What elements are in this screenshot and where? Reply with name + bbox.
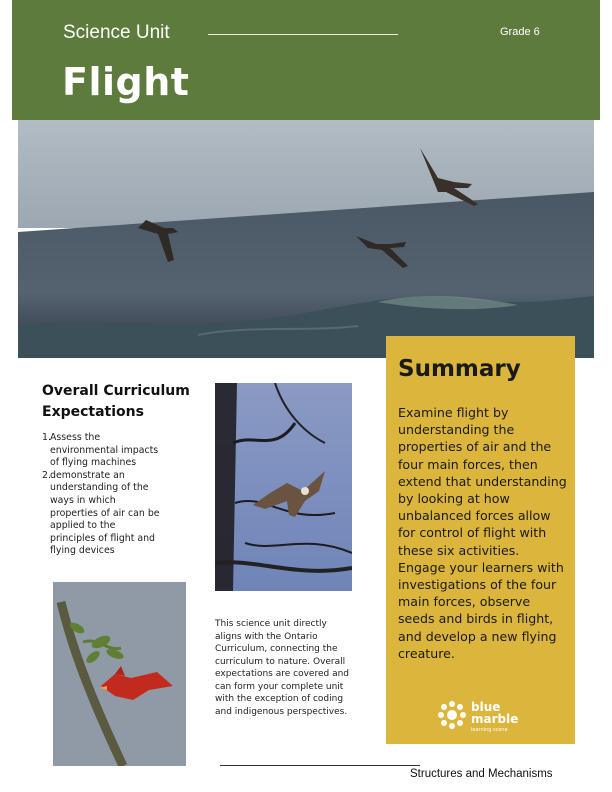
summary-text: Examine flight by understanding the properties of air and the four main forces, then extend that understanding by looking at how unbalanced forces allow for control of flight with these six activities. Engage your learners with investigations of the four main forces, observe seeds and birds in flight, and develop a new flying creature. <box>398 405 567 661</box>
curriculum-item <box>42 432 160 470</box>
curriculum-heading: Overall Curriculum Expectations <box>42 383 190 420</box>
summary-panel <box>386 336 575 744</box>
page-title: Flight <box>62 60 190 104</box>
logo-line2: marble <box>471 712 519 726</box>
curriculum-item-text: demonstrate an understanding of the ways in which properties of air can be applied to the principles of flight and flying devices <box>50 469 160 557</box>
hero-photo <box>18 120 594 358</box>
curriculum-note: This science unit directly aligns with the Ontario Curriculum, connecting the curriculum to nature. Overall expectations are covered and can form your complete unit with the exception of coding and indigenous perspectives. <box>215 619 350 717</box>
logo-dots-icon <box>436 699 468 731</box>
banner-divider <box>208 34 398 35</box>
blue-marble-logo <box>436 699 546 735</box>
cardinal-photo <box>53 582 186 766</box>
curriculum-item-text: Assess the environmental impacts of flying machines <box>50 432 159 469</box>
curriculum-item <box>42 470 160 558</box>
curriculum-item-number: 2. <box>42 469 51 481</box>
hawk-photo <box>215 383 352 591</box>
unit-label: Science Unit <box>63 22 170 43</box>
summary-title: Summary <box>398 356 521 382</box>
logo-tagline: learning scene <box>471 727 508 733</box>
logo-wordmark <box>471 701 518 725</box>
grade-label: Grade 6 <box>500 26 540 38</box>
curriculum-item-number: 1. <box>42 432 51 443</box>
footer-text: Structures and Mechanisms <box>410 768 553 780</box>
curriculum-list <box>42 432 160 558</box>
footer-divider <box>220 765 420 766</box>
logo-line1: blue <box>471 700 501 714</box>
